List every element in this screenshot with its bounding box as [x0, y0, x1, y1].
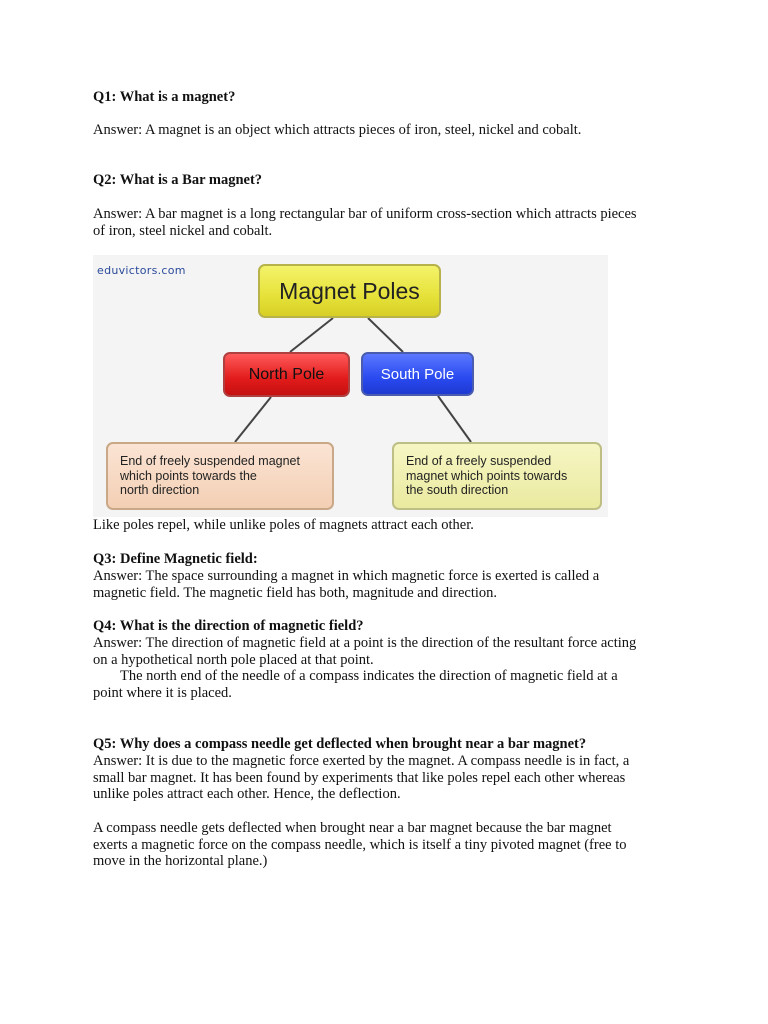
q4-extra-line: point where it is placed.: [93, 684, 232, 701]
q2-answer: [93, 206, 693, 239]
connector-root-north: [290, 318, 333, 352]
north-pole-box: North Pole: [223, 352, 350, 397]
q2-heading: Q2: What is a Bar magnet?: [93, 172, 263, 188]
q2-answer-line: of iron, steel nickel and cobalt.: [93, 222, 273, 239]
diagram-caption: [93, 517, 693, 534]
q5-answer-line: small bar magnet. It has been found by experiments that like poles repel each other whereas: [93, 769, 626, 786]
q4-answer-line: on a hypothetical north pole placed at that point.: [93, 651, 374, 668]
q5-paragraph: [93, 820, 693, 870]
q4-answer: [93, 635, 693, 701]
q3-answer-line: magnetic field. The magnetic field has both, magnitude and direction.: [93, 584, 497, 601]
north-desc-line: north direction: [120, 483, 200, 497]
q1-answer: [93, 122, 693, 139]
q1-heading: Q1: What is a magnet?: [93, 89, 236, 105]
connector-south-desc: [438, 396, 471, 442]
south-desc-line: End of a freely suspended: [406, 454, 552, 468]
watermark: eduvictors.com: [97, 264, 186, 277]
q5-heading: Q5: Why does a compass needle get deflected when brought near a bar magnet?: [93, 736, 587, 752]
q5-answer-line: Answer: It is due to the magnetic force exerted by the magnet. A compass needle is in fact, a: [93, 753, 630, 769]
connector-north-desc: [235, 397, 271, 442]
q5-answer-line: unlike poles attract each other. Hence, the deflection.: [93, 786, 401, 802]
south-desc-line: magnet which points towards: [406, 468, 568, 483]
q5-answer: [93, 753, 693, 803]
q3-answer-line: Answer: The space surrounding a magnet in which magnetic force is exerted is called a: [93, 568, 600, 584]
south-desc-line: the south direction: [406, 483, 509, 497]
south-pole-box: South Pole: [361, 352, 474, 396]
q3-heading: Q3: Define Magnetic field:: [93, 551, 258, 567]
magnet-poles-diagram: [93, 255, 608, 517]
q5-para-line: move in the horizontal plane.): [93, 853, 268, 869]
q2-answer-line: Answer: A bar magnet is a long rectangular bar of uniform cross-section which attracts pieces: [93, 206, 637, 222]
north-description-box: [106, 442, 334, 510]
south-description-box: [392, 442, 602, 510]
connector-root-south: [368, 318, 403, 352]
magnet-poles-box: Magnet Poles: [258, 264, 441, 318]
q4-heading: Q4: What is the direction of magnetic field?: [93, 618, 364, 634]
q1-answer-text: Answer: A magnet is an object which attracts pieces of iron, steel, nickel and cobalt.: [93, 122, 582, 138]
q4-extra-line: The north end of the needle of a compass indicates the direction of magnetic field at a: [120, 668, 618, 684]
q4-answer-line: Answer: The direction of magnetic field at a point is the direction of the resultant force acting: [93, 635, 637, 651]
north-desc-line: End of freely suspended magnet: [120, 454, 300, 468]
caption-text: Like poles repel, while unlike poles of magnets attract each other.: [93, 517, 474, 533]
q5-para-line: exerts a magnetic force on the compass needle, which is itself a tiny pivoted magnet (free to: [93, 836, 627, 853]
q3-answer: [93, 568, 693, 601]
q5-para-line: A compass needle gets deflected when brought near a bar magnet because the bar magnet: [93, 820, 612, 836]
north-desc-line: which points towards the: [120, 468, 257, 483]
